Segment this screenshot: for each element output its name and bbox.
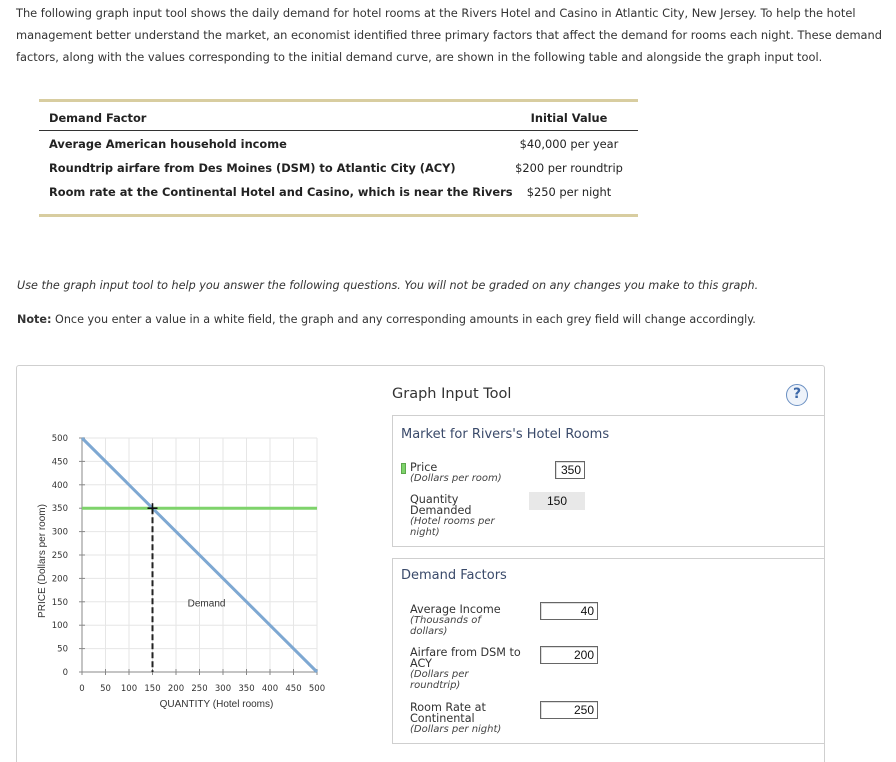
value-cell: $250 per night xyxy=(526,185,612,199)
graph-input-tool-title: Graph Input Tool xyxy=(392,386,512,402)
value-cell: $200 per roundtrip xyxy=(515,161,623,175)
x-tick-label: 250 xyxy=(191,684,208,694)
demand-curve-label: Demand xyxy=(187,598,226,610)
y-tick-label: 250 xyxy=(51,551,68,561)
income-unit-line1: (Thousands of xyxy=(410,615,481,626)
airfare-label xyxy=(410,647,521,691)
x-tick-label: 500 xyxy=(308,684,326,694)
income-label xyxy=(410,604,501,637)
quantity-label xyxy=(410,494,495,538)
airfare-label-line1: Airfare from DSM to xyxy=(410,646,521,659)
x-tick-label: 300 xyxy=(214,684,232,694)
airfare-input[interactable]: 200 xyxy=(540,646,598,664)
y-tick-label: 300 xyxy=(51,527,68,538)
room-rate-input[interactable]: 250 xyxy=(540,701,598,719)
y-tick-label: 50 xyxy=(57,644,68,655)
factor-cell: Roundtrip airfare from Des Moines (DSM) to Atlantic City (ACY) xyxy=(49,161,456,175)
y-tick-label: 150 xyxy=(51,597,68,608)
income-label-text: Average Income xyxy=(410,603,501,616)
help-icon[interactable]: ? xyxy=(786,384,808,406)
room-rate-label xyxy=(410,702,501,735)
price-swatch-icon xyxy=(401,463,406,474)
airfare-label-line2: ACY xyxy=(410,657,432,670)
price-label-text: Price xyxy=(410,461,438,474)
quantity-unit-line1: (Hotel rooms per xyxy=(410,516,495,527)
x-tick-label: 350 xyxy=(238,684,255,694)
quantity-output: 150 xyxy=(529,492,585,510)
y-tick-label: 500 xyxy=(51,434,68,444)
x-tick-label: 400 xyxy=(261,684,279,694)
header-demand-factor: Demand Factor xyxy=(49,111,147,125)
market-title: Market for Rivers's Hotel Rooms xyxy=(401,427,610,442)
income-input[interactable]: 40 xyxy=(540,602,598,620)
y-tick-label: 350 xyxy=(51,504,68,515)
x-axis-title: QUANTITY (Hotel rooms) xyxy=(159,699,274,710)
x-tick-label: 100 xyxy=(120,684,138,694)
room-rate-label-line1: Room Rate at xyxy=(410,701,486,714)
y-tick-label: 450 xyxy=(51,457,68,468)
airfare-unit-line1: (Dollars per xyxy=(410,669,469,680)
instructions-text: Use the graph input tool to help you answer the following questions. You will not be graded on any changes you make to this graph. xyxy=(17,279,759,292)
x-tick-label: 0 xyxy=(79,684,85,694)
price-label xyxy=(410,462,502,484)
price-unit: (Dollars per room) xyxy=(410,473,502,484)
quantity-label-line2: Demanded xyxy=(410,504,472,517)
x-tick-label: 150 xyxy=(144,684,161,694)
y-tick-label: 400 xyxy=(51,480,68,491)
value-cell: $40,000 per year xyxy=(519,137,619,151)
intro-paragraph: The following graph input tool shows the daily demand for hotel rooms at the Rivers Hotel and Casino in Atlantic City, New Jersey. To help the hotel management better understand the market, an economist identified three primary factors that affect the demand for rooms each night. These demand factors, along with the values corresponding to the initial demand curve, are shown in the following table and alongside the graph input tool. xyxy=(16,6,882,64)
quantity-unit-line2: night) xyxy=(410,527,440,538)
x-tick-label: 200 xyxy=(167,684,185,694)
room-rate-unit: (Dollars per night) xyxy=(410,724,502,735)
y-tick-label: 0 xyxy=(62,668,68,678)
price-input[interactable]: 350 xyxy=(555,461,585,479)
x-tick-label: 450 xyxy=(285,684,302,694)
note-label: Note: xyxy=(17,313,52,326)
income-unit-line2: dollars) xyxy=(410,626,448,637)
y-tick-label: 200 xyxy=(51,574,68,585)
note-body: Once you enter a value in a white field, the graph and any corresponding amounts in each grey field will change accordingly. xyxy=(51,313,756,326)
factor-cell: Room rate at the Continental Hotel and Casino, which is near the Rivers xyxy=(49,185,513,199)
y-tick-label: 100 xyxy=(51,621,68,632)
x-tick-label: 50 xyxy=(100,684,111,694)
header-initial-value: Initial Value xyxy=(530,111,608,125)
airfare-unit-line2: roundtrip) xyxy=(410,680,461,691)
demand-factors-title: Demand Factors xyxy=(401,568,507,583)
y-axis-title: PRICE (Dollars per room) xyxy=(37,504,48,618)
room-rate-label-line2: Continental xyxy=(410,712,475,725)
factor-cell: Average American household income xyxy=(49,137,287,151)
quantity-label-line1: Quantity xyxy=(410,493,459,506)
